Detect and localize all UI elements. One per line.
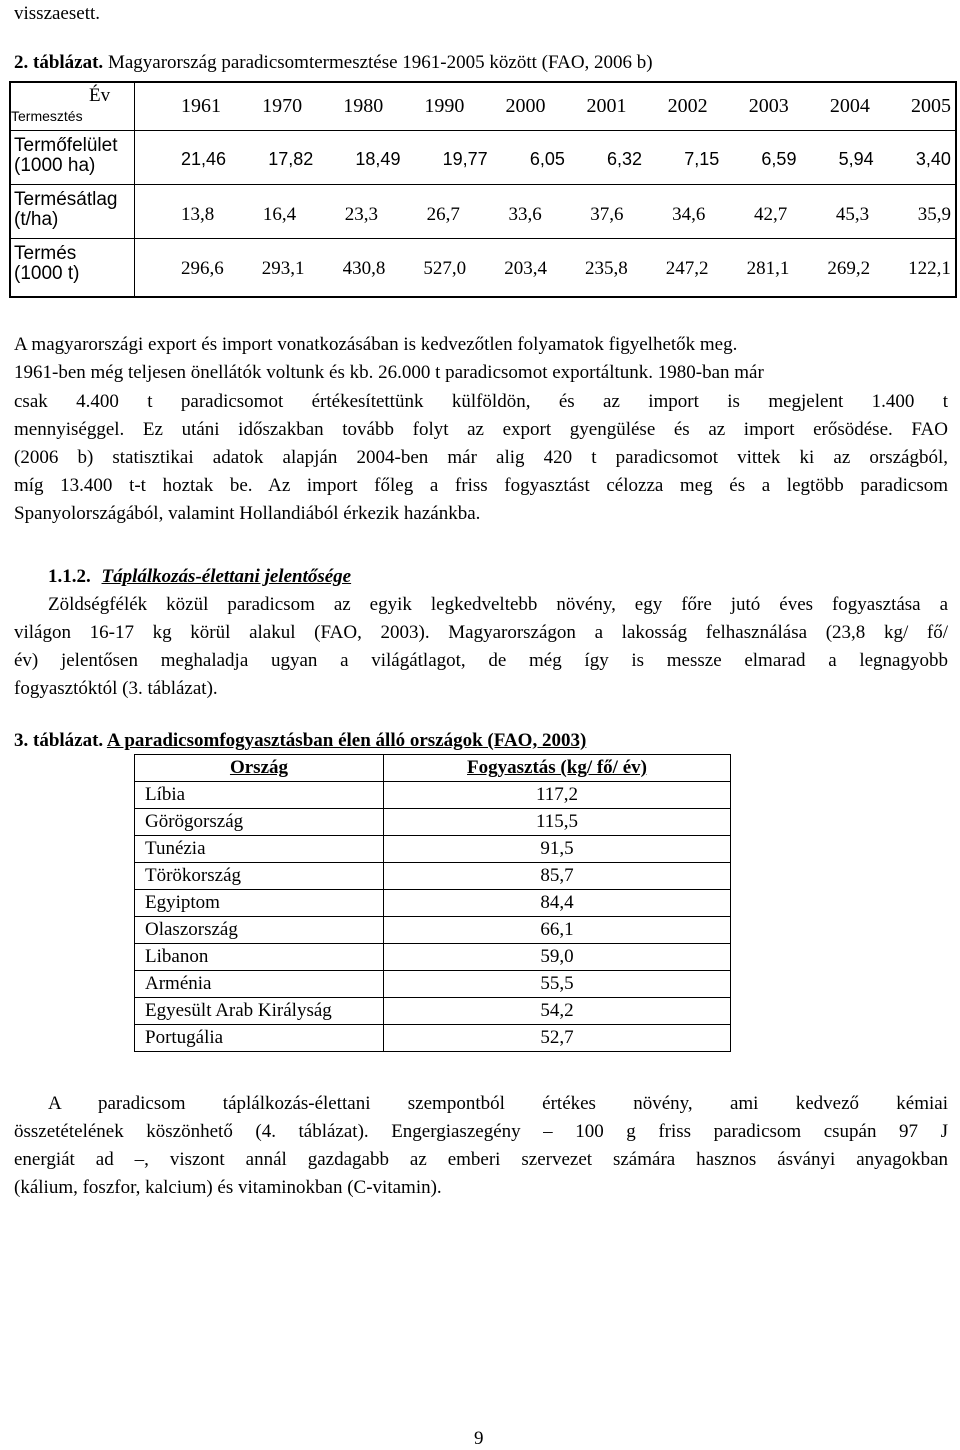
year-cell: 1961 [181, 95, 221, 117]
value-cell: 5,94 [838, 149, 874, 169]
table2-row-production [181, 258, 951, 280]
section-heading [48, 566, 351, 588]
year-cell: 2005 [910, 95, 951, 117]
value-cell: 115,5 [384, 809, 731, 836]
row-label-line: Termésátlag [14, 189, 118, 210]
table2-divider [11, 130, 955, 131]
table-row [135, 890, 731, 917]
table2-row-area [181, 149, 951, 170]
value-cell: 18,49 [355, 149, 401, 169]
value-cell: 55,5 [384, 971, 731, 998]
section-title: Táplálkozás-élettani jelentősége [101, 566, 352, 587]
year-cell: 2002 [667, 95, 708, 117]
value-cell: 59,0 [384, 944, 731, 971]
continued-text: visszaesett. [14, 3, 101, 24]
page-number: 9 [474, 1428, 484, 1449]
value-cell: 6,05 [529, 149, 565, 169]
paragraph-line: fogyasztóktól (3. táblázat). [14, 678, 218, 699]
table-row [135, 1025, 731, 1052]
country-cell: Görögország [135, 809, 384, 836]
value-cell: 85,7 [384, 863, 731, 890]
value-cell: 37,6 [590, 204, 624, 225]
value-cell: 293,1 [261, 258, 305, 279]
table3-header-row [135, 755, 731, 782]
country-cell: Libanon [135, 944, 384, 971]
value-cell: 269,2 [827, 258, 871, 279]
table2-caption [14, 52, 653, 74]
table-row [135, 863, 731, 890]
table2-row-label [14, 136, 118, 176]
value-cell: 122,1 [908, 258, 951, 279]
value-cell: 17,82 [268, 149, 314, 169]
value-cell: 33,6 [508, 204, 542, 225]
row-label-line: Termés [14, 243, 77, 264]
country-cell: Portugália [135, 1025, 384, 1052]
section-number: 1.1.2. [48, 566, 91, 587]
year-cell: 2004 [829, 95, 870, 117]
country-cell: Arménia [135, 971, 384, 998]
header-country: Ország [135, 755, 384, 782]
value-cell: 527,0 [423, 258, 467, 279]
table2-row-label [14, 244, 79, 284]
paragraph-line: év) jelentősen meghaladja ugyan a világátlagot, de még így is messze elmarad a legnagyobb [14, 650, 948, 671]
value-cell: 66,1 [384, 917, 731, 944]
table-row [135, 836, 731, 863]
value-cell: 203,4 [504, 258, 547, 279]
row-label-line: (1000 t) [14, 263, 80, 284]
value-cell: 117,2 [384, 782, 731, 809]
table3-caption-number: 3. táblázat. [14, 730, 104, 751]
year-cell: 2003 [748, 95, 789, 117]
table-row [135, 782, 731, 809]
value-cell: 3,40 [915, 149, 951, 169]
table2-header-years [181, 95, 951, 118]
paragraph-line: mennyiséggel. Ez utáni időszakban tovább folyt az export gyengülése és az import erősödése. FAO [14, 419, 948, 440]
country-cell: Törökország [135, 863, 384, 890]
row-label-line: (1000 ha) [14, 155, 96, 176]
year-cell: 1980 [343, 95, 384, 117]
paragraph-line: 1961-ben még teljesen önellátók voltunk és kb. 26.000 t paradicsomot exportáltunk. 1980-ban már [14, 362, 764, 383]
value-cell: 26,7 [426, 204, 460, 225]
value-cell: 35,9 [917, 204, 951, 225]
table2-row-yield [181, 204, 951, 226]
value-cell: 7,15 [684, 149, 720, 169]
table-row [135, 971, 731, 998]
table2-divider [11, 238, 955, 239]
year-cell: 1970 [262, 95, 303, 117]
table2-caption-text: Magyarország paradicsomtermesztése 1961-2005 között (FAO, 2006 b) [107, 52, 653, 73]
country-cell: Líbia [135, 782, 384, 809]
value-cell: 52,7 [384, 1025, 731, 1052]
table2-corner-year: Év [89, 85, 111, 106]
value-cell: 6,59 [761, 149, 797, 169]
year-cell: 2000 [505, 95, 546, 117]
paragraph-line: Zöldségfélék közül paradicsom az egyik legkedveltebb növény, egy főre jutó éves fogyasztása a [48, 594, 948, 615]
header-consumption: Fogyasztás (kg/ fő/ év) [384, 755, 731, 782]
table3-caption [14, 730, 586, 752]
table-row [135, 998, 731, 1025]
table3-caption-text: A paradicsomfogyasztásban élen álló országok (FAO, 2003) [106, 730, 587, 751]
country-cell: Olaszország [135, 917, 384, 944]
table2-vertical-divider [134, 83, 135, 296]
value-cell: 430,8 [342, 258, 386, 279]
table2-row-label [14, 190, 118, 230]
value-cell: 235,8 [584, 258, 628, 279]
paragraph-line: A paradicsom táplálkozás-élettani szempontból értékes növény, ami kedvező kémiai [48, 1093, 948, 1114]
table-row [135, 944, 731, 971]
country-cell: Tunézia [135, 836, 384, 863]
country-cell: Egyesült Arab Királyság [135, 998, 384, 1025]
value-cell: 247,2 [665, 258, 709, 279]
value-cell: 21,46 [181, 149, 227, 169]
paragraph-line: energiát ad –, viszont annál gazdagabb az emberi szervezet számára hasznos ásványi anyagokban [14, 1149, 948, 1170]
table-row [135, 809, 731, 836]
row-label-line: (t/ha) [14, 209, 59, 230]
value-cell: 54,2 [384, 998, 731, 1025]
table2-divider [11, 184, 955, 185]
year-cell: 1990 [424, 95, 465, 117]
value-cell: 42,7 [754, 204, 788, 225]
country-cell: Egyiptom [135, 890, 384, 917]
value-cell: 16,4 [262, 204, 297, 225]
value-cell: 13,8 [181, 204, 215, 225]
paragraph-line: (kálium, foszfor, kalcium) és vitaminokban (C-vitamin). [14, 1177, 442, 1198]
value-cell: 19,77 [442, 149, 488, 169]
table-row [135, 917, 731, 944]
value-cell: 6,32 [607, 149, 643, 169]
table2 [9, 81, 957, 298]
paragraph-line: Spanyolországából, valamint Hollandiából érkezik hazánkba. [14, 503, 481, 524]
year-cell: 2001 [586, 95, 627, 117]
value-cell: 91,5 [384, 836, 731, 863]
table3 [134, 754, 731, 1052]
paragraph-line: összetételének köszönhető (4. táblázat). Engergiaszegény – 100 g friss paradicsom csupán 97 J [14, 1121, 948, 1142]
paragraph-line: (2006 b) statisztikai adatok alapján 2004-ben már alig 420 t paradicsomot vittek ki az országból, [14, 447, 948, 468]
value-cell: 23,3 [344, 204, 378, 225]
value-cell: 45,3 [835, 204, 870, 225]
value-cell: 34,6 [672, 204, 706, 225]
value-cell: 281,1 [746, 258, 790, 279]
table2-caption-number: 2. táblázat. [14, 52, 104, 73]
paragraph-line: míg 13.400 t-t hoztak be. Az import főleg a friss fogyasztást célozza meg és a legtöbb paradicsom [14, 475, 948, 496]
table2-corner-cultivation: Termesztés [11, 108, 83, 124]
row-label-line: Termőfelület [14, 135, 118, 156]
paragraph-line: csak 4.400 t paradicsomot értékesítettünk külföldön, és az import is megjelent 1.400 t [14, 391, 948, 412]
paragraph-line: A magyarországi export és import vonatkozásában is kedvezőtlen folyamatok figyelhetők meg. [14, 334, 738, 355]
value-cell: 84,4 [384, 890, 731, 917]
paragraph-line: világon 16-17 kg körül alakul (FAO, 2003). Magyarországon a lakosság felhasználása (23,8 kg/ fő/ [14, 622, 948, 643]
value-cell: 296,6 [181, 258, 224, 279]
